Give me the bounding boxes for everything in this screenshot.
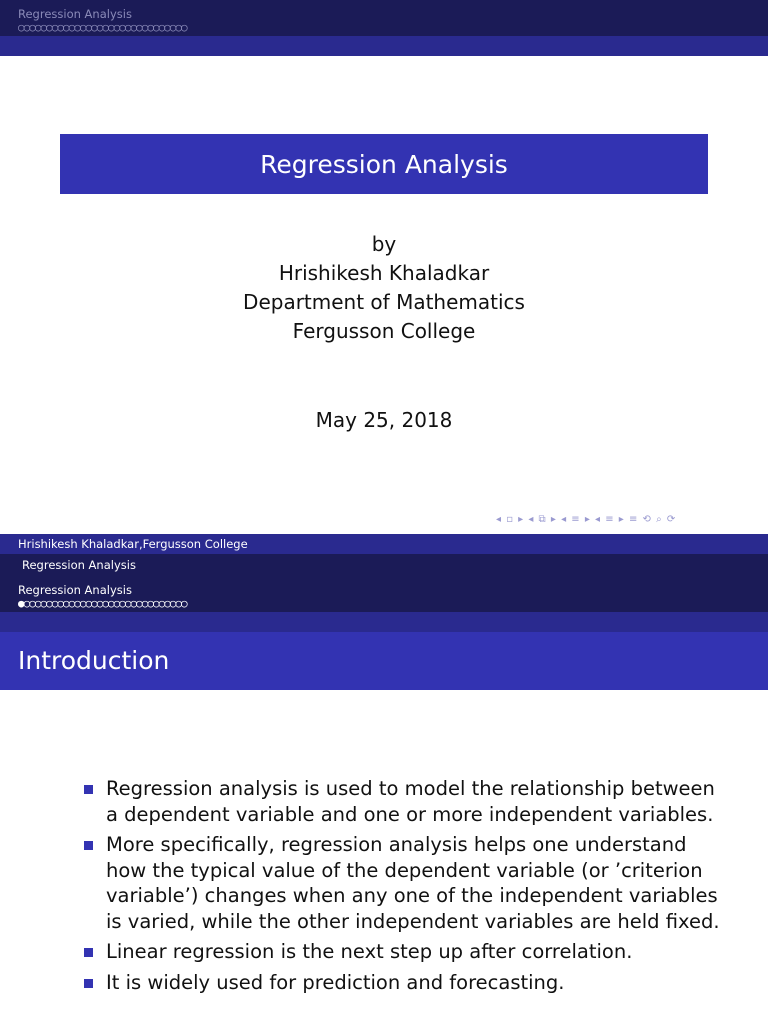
- bullet-square-icon: [84, 785, 93, 794]
- bullet-item: [84, 776, 724, 827]
- slide2-subbar: [0, 612, 768, 632]
- inactive-dots: ○○○○○○○○○○○○○○○○○○○○○○○○○○○○○: [23, 597, 187, 610]
- author-block: [0, 230, 768, 346]
- active-dot: ●: [18, 597, 24, 610]
- presentation-title: [60, 134, 708, 194]
- department-name: Department of Mathematics: [243, 290, 525, 314]
- bullet-text: More specifically, regression analysis helps one understand how the typical value of the dependent variable (or ’criterion variable’) changes when any one of the independent variables is varied, while the other independent variables are held fixed.: [106, 833, 720, 933]
- bullet-item: [84, 970, 724, 996]
- frame-title: Introduction: [18, 646, 170, 675]
- footer-title: Regression Analysis: [22, 558, 136, 572]
- bullet-list: [84, 776, 724, 1000]
- institution-name: Fergusson College: [292, 319, 476, 343]
- bullet-text: It is widely used for prediction and forecasting.: [106, 970, 565, 994]
- bullet-square-icon: [84, 979, 93, 988]
- navigation-dots[interactable]: ○○○○○○○○○○○○○○○○○○○○○○○○○○○○○○: [18, 21, 187, 34]
- presentation-title-text: Regression Analysis: [260, 149, 508, 179]
- footer-author: Hrishikesh Khaladkar,Fergusson College: [18, 537, 248, 551]
- by-label: by: [371, 232, 397, 256]
- footer-author-bar: [0, 534, 768, 554]
- presentation-date: May 25, 2018: [315, 408, 453, 432]
- frame-title-bar: [0, 632, 768, 690]
- slide1-headline: [0, 0, 768, 36]
- section-title: Regression Analysis: [18, 7, 132, 21]
- bullet-text: Linear regression is the next step up after correlation.: [106, 940, 633, 963]
- bullet-item: [84, 939, 724, 965]
- slide2-headline: [0, 576, 768, 612]
- slide1-subbar: [0, 36, 768, 56]
- navigation-dots[interactable]: [18, 598, 187, 609]
- bullet-square-icon: [84, 948, 93, 957]
- footer-title-bar: [0, 554, 768, 576]
- bullet-square-icon: [84, 841, 93, 850]
- author-name: Hrishikesh Khaladkar: [278, 261, 490, 285]
- bullet-item: [84, 832, 724, 934]
- bullet-text: Regression analysis is used to model the relationship between a dependent variable and one or more independent variables.: [106, 777, 715, 826]
- beamer-navigation-icons[interactable]: ◂ ▫ ▸ ◂ ⧉ ▸ ◂ ≡ ▸ ◂ ≡ ▸ ≡ ⟲ ⌕ ⟳: [496, 514, 677, 525]
- section-title: Regression Analysis: [18, 583, 132, 597]
